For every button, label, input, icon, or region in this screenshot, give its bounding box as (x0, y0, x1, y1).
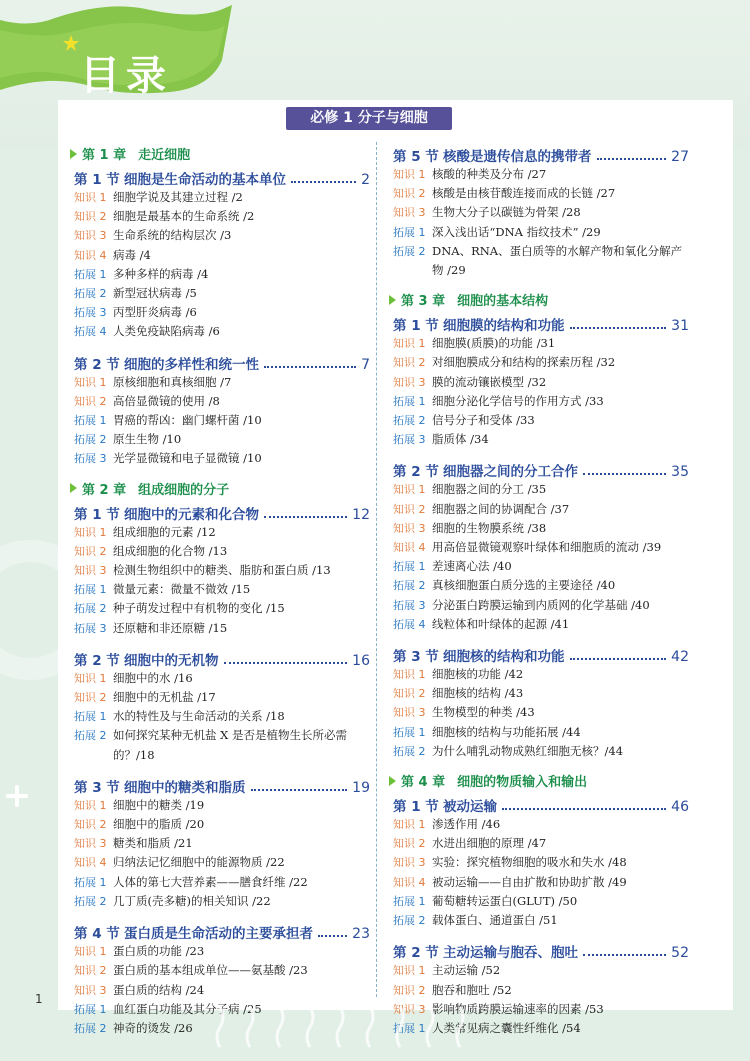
entry-type-label: 拓展 1 (74, 1002, 107, 1016)
entry-text: 神奇的烫发 /26 (113, 1020, 193, 1035)
page-number: 1 (35, 992, 43, 1006)
section-page: 31 (671, 318, 689, 335)
entry-text: 影响物质跨膜运输速率的因素 /53 (432, 1001, 604, 1016)
entry-type-label: 拓展 4 (393, 617, 426, 631)
dot-leader (264, 366, 356, 368)
entry-type-label: 知识 1 (74, 525, 107, 539)
chapter-title: 细胞的物质输入和输出 (457, 775, 588, 791)
toc-entry[interactable] (389, 184, 689, 203)
entry-type-label: 拓展 1 (393, 560, 426, 574)
section-page: 23 (352, 926, 370, 943)
entry-type-label: 拓展 2 (393, 579, 426, 593)
toc-entry[interactable] (70, 246, 370, 265)
toc-entry[interactable] (389, 873, 689, 892)
spacer (389, 761, 689, 767)
entry-type-label: 知识 2 (74, 964, 107, 978)
toc-right-column (389, 140, 689, 1038)
entry-text: 差速离心法 /40 (432, 559, 512, 574)
entry-type-label: 知识 3 (393, 1002, 426, 1016)
toc-entry[interactable] (70, 942, 370, 961)
entry-text: 原生生物 /10 (113, 432, 182, 447)
toc-entry[interactable] (389, 353, 689, 372)
section-heading[interactable] (389, 795, 689, 815)
entry-text: 细胞器之间的协调配合 /37 (432, 501, 570, 516)
entry-type-label: 拓展 1 (393, 394, 426, 408)
toc-entry[interactable] (70, 892, 370, 911)
entry-text: 胞吞和胞吐 /52 (432, 982, 512, 997)
wave-decoration (210, 1002, 500, 1052)
toc-entry[interactable] (389, 480, 689, 499)
toc-entry[interactable] (389, 538, 689, 557)
entry-type-label: 知识 3 (393, 206, 426, 220)
entry-text: 细胞中的无机盐 /17 (113, 690, 216, 705)
spacer (70, 765, 370, 771)
toc-entry[interactable] (389, 430, 689, 449)
section-number: 第 1 节 (74, 506, 120, 523)
toc-entry[interactable] (389, 742, 689, 761)
entry-text: 细胞器之间的分工 /35 (432, 482, 547, 497)
entry-text: 糖类和脂质 /21 (113, 836, 193, 851)
section-heading[interactable] (389, 645, 689, 665)
entry-type-label: 拓展 1 (74, 583, 107, 597)
toc-entry[interactable] (70, 392, 370, 411)
dot-leader (291, 181, 356, 183)
toc-entry[interactable] (70, 373, 370, 392)
entry-type-label: 知识 3 (74, 983, 107, 997)
entry-type-label: 拓展 3 (393, 433, 426, 447)
section-number: 第 2 节 (393, 945, 439, 962)
entry-type-label: 知识 2 (393, 687, 426, 701)
dot-leader (583, 954, 666, 956)
entry-type-label: 知识 1 (393, 964, 426, 978)
entry-text: 胃癌的帮凶：幽门螺杆菌 /10 (113, 413, 262, 428)
entry-text: 几丁质(壳多糖)的相关知识 /22 (113, 893, 271, 908)
entry-text: 细胞膜(质膜)的功能 /31 (432, 336, 556, 351)
triangle-bullet-icon (389, 776, 396, 786)
section-number: 第 1 节 (74, 172, 120, 188)
toc-entry[interactable] (70, 207, 370, 226)
entry-type-label: 知识 4 (74, 248, 107, 262)
entry-type-label: 拓展 1 (393, 725, 426, 739)
entry-text: 检测生物组织中的糖类、脂肪和蛋白质 /13 (113, 563, 331, 578)
entry-text: 深入浅出话“DNA 指纹技术” /29 (432, 224, 601, 239)
entry-text: 如何探究某种无机盐 X 是否是植物生长所必需的？/18 (113, 728, 347, 762)
toc-entry[interactable] (70, 815, 370, 834)
entry-type-label: 知识 2 (393, 356, 426, 370)
toc-entry[interactable] (389, 596, 689, 615)
section-page: 52 (671, 945, 689, 962)
section-number: 第 2 节 (393, 464, 439, 481)
entry-type-label: 拓展 2 (393, 914, 426, 928)
entry-text: 细胞中的水 /16 (113, 670, 193, 685)
entry-text: 原核细胞和真核细胞 /7 (113, 374, 232, 389)
entry-text: 组成细胞的化合物 /13 (113, 543, 228, 558)
entry-text: 渗透作用 /46 (432, 817, 501, 832)
entry-text: 新型冠状病毒 /5 (113, 286, 197, 301)
chapter-heading[interactable] (70, 144, 370, 163)
section-title: 细胞中的元素和化合物 (124, 506, 259, 523)
chapter-heading[interactable] (70, 479, 370, 498)
dot-leader (583, 473, 666, 475)
section-number: 第 2 节 (74, 652, 120, 669)
dot-leader (597, 158, 667, 160)
toc-entry[interactable] (70, 873, 370, 892)
entry-text: 蛋白质的结构 /24 (113, 982, 205, 997)
section-title: 细胞是生命活动的基本单位 (124, 172, 286, 188)
toc-entry[interactable] (389, 723, 689, 742)
dot-leader (251, 789, 348, 791)
entry-type-label: 拓展 3 (74, 306, 107, 320)
entry-type-label: 拓展 1 (74, 414, 107, 428)
chapter-number: 第 1 章 (82, 148, 127, 163)
entry-text: 被动运输——自由扩散和协助扩散 /49 (432, 874, 627, 889)
entry-text: 血红蛋白功能及其分子病 /25 (113, 1001, 262, 1016)
section-number: 第 5 节 (393, 149, 439, 165)
dot-leader (502, 808, 666, 810)
chapter-number: 第 3 章 (401, 294, 446, 310)
entry-text: 膜的流动镶嵌模型 /32 (432, 374, 547, 389)
toc-entry[interactable] (389, 411, 689, 430)
toc-entry[interactable] (389, 684, 689, 703)
entry-type-label: 拓展 3 (393, 598, 426, 612)
entry-type-label: 知识 1 (74, 945, 107, 959)
section-page: 7 (361, 356, 370, 373)
section-title: 主动运输与胞吞、胞吐 (443, 945, 578, 962)
toc-entry[interactable] (70, 580, 370, 599)
section-title: 细胞器之间的分工合作 (443, 464, 578, 481)
entry-text: 真核细胞蛋白质分选的主要途径 /40 (432, 578, 616, 593)
section-page: 46 (671, 799, 689, 816)
toc-entry[interactable] (389, 519, 689, 538)
toc-entry[interactable] (389, 815, 689, 834)
entry-type-label: 知识 3 (74, 837, 107, 851)
entry-type-label: 知识 3 (393, 706, 426, 720)
chapter-title: 细胞的基本结构 (457, 294, 549, 310)
section-number: 第 3 节 (74, 779, 120, 796)
section-heading[interactable] (389, 314, 689, 334)
plus-decoration-icon (6, 785, 28, 807)
toc-entry[interactable] (70, 523, 370, 542)
entry-type-label: 知识 1 (74, 191, 107, 204)
chapter-heading[interactable] (389, 290, 689, 309)
entry-type-label: 知识 2 (393, 187, 426, 201)
entry-type-label: 知识 2 (74, 691, 107, 705)
toc-entry[interactable] (70, 542, 370, 561)
entry-type-label: 拓展 2 (393, 414, 426, 428)
entry-type-label: 拓展 2 (74, 1021, 107, 1035)
toc-entry[interactable] (389, 911, 689, 930)
toc-entry[interactable] (389, 203, 689, 222)
star-icon (63, 35, 79, 51)
entry-type-label: 知识 1 (74, 671, 107, 685)
entry-text: 丙型肝炎病毒 /6 (113, 305, 197, 320)
section-heading[interactable] (70, 168, 370, 188)
entry-type-label: 拓展 1 (74, 710, 107, 724)
dot-leader (570, 327, 667, 329)
toc-entry[interactable] (389, 892, 689, 911)
entry-text: 对细胞膜成分和结构的探索历程 /32 (432, 355, 616, 370)
entry-type-label: 拓展 1 (393, 894, 426, 908)
spacer (70, 342, 370, 348)
section-title: 蛋白质是生命活动的主要承担者 (124, 926, 313, 943)
entry-type-label: 知识 2 (74, 544, 107, 558)
entry-type-label: 知识 1 (393, 168, 426, 181)
entry-text: 为什么哺乳动物成熟红细胞无核？/44 (432, 743, 624, 758)
entry-type-label: 拓展 2 (393, 744, 426, 758)
book-banner: 必修 1 分子与细胞 (286, 107, 452, 130)
section-number: 第 1 节 (393, 318, 439, 335)
entry-type-label: 知识 3 (74, 229, 107, 243)
section-title: 核酸是遗传信息的携带者 (443, 149, 592, 165)
toc-entry[interactable] (70, 284, 370, 303)
entry-type-label: 拓展 1 (393, 1021, 426, 1035)
entry-type-label: 拓展 3 (74, 452, 107, 466)
toc-entry[interactable] (70, 226, 370, 245)
toc-entry[interactable] (70, 188, 370, 207)
chapter-title: 组成细胞的分子 (138, 482, 230, 498)
toc-entry[interactable] (70, 303, 370, 322)
toc-entry[interactable] (389, 703, 689, 722)
toc-entry[interactable] (70, 961, 370, 980)
entry-type-label: 知识 4 (393, 875, 426, 889)
entry-type-label: 拓展 2 (74, 729, 107, 743)
section-page: 27 (671, 149, 689, 165)
toc-left-column (70, 140, 370, 1038)
dot-leader (224, 662, 348, 664)
entry-type-label: 知识 2 (393, 983, 426, 997)
entry-type-label: 拓展 4 (74, 325, 107, 339)
entry-type-label: 知识 1 (393, 337, 426, 351)
section-page: 35 (671, 464, 689, 481)
section-page: 42 (671, 649, 689, 666)
entry-type-label: 知识 2 (74, 394, 107, 408)
entry-text: 脂质体 /34 (432, 432, 489, 447)
section-page: 19 (352, 779, 370, 796)
entry-text: 实验：探究植物细胞的吸水和失水 /48 (432, 855, 627, 870)
section-title: 被动运输 (443, 799, 497, 816)
entry-type-label: 知识 3 (393, 856, 426, 870)
chapter-number: 第 2 章 (82, 482, 127, 498)
entry-type-label: 知识 3 (393, 521, 426, 535)
toc-entry[interactable] (389, 834, 689, 853)
entry-text: 人类常见病之囊性纤维化 /54 (432, 1020, 581, 1035)
entry-type-label: 拓展 1 (74, 267, 107, 281)
section-page: 12 (352, 506, 370, 523)
entry-text: 信号分子和受体 /33 (432, 413, 535, 428)
entry-text: 归纳法记忆细胞中的能源物质 /22 (113, 855, 285, 870)
entry-type-label: 拓展 1 (74, 875, 107, 889)
spacer (70, 469, 370, 475)
entry-type-label: 拓展 1 (393, 225, 426, 239)
spacer (389, 634, 689, 640)
section-heading[interactable] (70, 922, 370, 942)
entry-text: 主动运输 /52 (432, 963, 501, 978)
spacer (389, 930, 689, 936)
entry-type-label: 知识 1 (74, 375, 107, 389)
spacer (70, 638, 370, 644)
entry-text: 生物模型的种类 /43 (432, 705, 535, 720)
toc-entry[interactable] (389, 576, 689, 595)
entry-type-label: 知识 1 (74, 798, 107, 812)
toc-entry[interactable] (389, 392, 689, 411)
chapter-heading[interactable] (389, 771, 689, 790)
entry-type-label: 知识 3 (393, 375, 426, 389)
section-page: 2 (361, 172, 370, 188)
section-heading[interactable] (389, 941, 689, 961)
entry-text: 人类免疫缺陷病毒 /6 (113, 324, 220, 339)
toc-entry[interactable] (70, 853, 370, 872)
section-number: 第 4 节 (74, 926, 120, 943)
entry-text: 核酸是由核苷酸连接而成的长链 /27 (432, 186, 616, 201)
entry-text: 微量元素：微量不微效 /15 (113, 582, 251, 597)
section-number: 第 1 节 (393, 799, 439, 816)
section-title: 细胞中的无机物 (124, 652, 219, 669)
toc-entry[interactable] (70, 669, 370, 688)
toc-entry[interactable] (389, 500, 689, 519)
entry-text: 细胞是最基本的生命系统 /2 (113, 209, 255, 224)
entry-type-label: 知识 2 (393, 502, 426, 516)
section-heading[interactable] (70, 353, 370, 373)
entry-text: 生命系统的结构层次 /3 (113, 228, 232, 243)
entry-text: 细胞核的结构与功能拓展 /44 (432, 724, 581, 739)
entry-type-label: 拓展 2 (74, 433, 107, 447)
entry-type-label: 知识 1 (393, 818, 426, 832)
toc-entry[interactable] (70, 834, 370, 853)
toc-entry[interactable] (389, 853, 689, 872)
toc-entry[interactable] (389, 665, 689, 684)
chapter-number: 第 4 章 (401, 775, 446, 791)
entry-text: 线粒体和叶绿体的起源 /41 (432, 616, 570, 631)
entry-type-label: 拓展 2 (74, 602, 107, 616)
column-divider (376, 142, 377, 997)
section-number: 第 3 节 (393, 649, 439, 666)
entry-type-label: 知识 2 (393, 837, 426, 851)
toc-entry[interactable] (389, 615, 689, 634)
entry-type-label: 知识 4 (393, 541, 426, 555)
entry-text: 细胞中的糖类 /19 (113, 797, 205, 812)
entry-text: 葡萄糖转运蛋白(GLUT) /50 (432, 893, 578, 908)
entry-type-label: 拓展 2 (393, 244, 426, 258)
toc-entry[interactable] (70, 688, 370, 707)
entry-text: 分泌蛋白跨膜运输到内质网的化学基础 /40 (432, 597, 650, 612)
toc-entry[interactable] (389, 242, 689, 280)
section-number: 第 2 节 (74, 356, 120, 373)
entry-text: 多种多样的病毒 /4 (113, 266, 209, 281)
toc-entry[interactable] (389, 223, 689, 242)
section-page: 16 (352, 652, 370, 669)
entry-text: 细胞核的功能 /42 (432, 667, 524, 682)
toc-entry[interactable] (70, 707, 370, 726)
toc-entry[interactable] (389, 557, 689, 576)
entry-text: 细胞学说及其建立过程 /2 (113, 190, 243, 204)
chapter-title: 走近细胞 (138, 148, 191, 163)
entry-text: 还原糖和非还原糖 /15 (113, 620, 228, 635)
triangle-bullet-icon (389, 295, 396, 305)
entry-text: DNA、RNA、蛋白质等的水解产物和氧化分解产物 /29 (432, 243, 683, 278)
toc-entry[interactable] (70, 322, 370, 341)
entry-type-label: 拓展 2 (74, 894, 107, 908)
section-heading[interactable] (70, 776, 370, 796)
entry-text: 用高倍显微镜观察叶绿体和细胞质的流动 /39 (432, 540, 662, 555)
toc-entry[interactable] (70, 265, 370, 284)
toc-entry[interactable] (389, 981, 689, 1000)
toc-entry[interactable] (389, 334, 689, 353)
triangle-bullet-icon (70, 149, 77, 159)
entry-text: 组成细胞的元素 /12 (113, 524, 216, 539)
toc-entry[interactable] (70, 796, 370, 815)
entry-text: 光学显微镜和电子显微镜 /10 (113, 451, 262, 466)
entry-text: 水进出细胞的原理 /47 (432, 836, 547, 851)
toc-entry[interactable] (70, 599, 370, 618)
toc-entry[interactable] (389, 961, 689, 980)
entry-text: 细胞的生物膜系统 /38 (432, 520, 547, 535)
entry-type-label: 拓展 3 (74, 621, 107, 635)
dot-leader (264, 516, 347, 518)
entry-text: 水的特性及与生命活动的关系 /18 (113, 709, 285, 724)
spacer (70, 911, 370, 917)
toc-entry[interactable] (70, 561, 370, 580)
section-title: 细胞的多样性和统一性 (124, 356, 259, 373)
section-heading[interactable] (389, 460, 689, 480)
section-title: 细胞中的糖类和脂质 (124, 779, 246, 796)
entry-type-label: 知识 2 (74, 818, 107, 832)
triangle-bullet-icon (70, 483, 77, 493)
entry-text: 高倍显微镜的使用 /8 (113, 393, 220, 408)
toc-entry[interactable] (70, 449, 370, 468)
entry-text: 细胞中的脂质 /20 (113, 817, 205, 832)
entry-text: 蛋白质的功能 /23 (113, 944, 205, 959)
entry-type-label: 知识 3 (74, 564, 107, 578)
toc-entry[interactable] (389, 373, 689, 392)
entry-text: 蛋白质的基本组成单位——氨基酸 /23 (113, 963, 308, 978)
page-title: 目录 (80, 53, 172, 99)
entry-type-label: 知识 1 (393, 483, 426, 497)
entry-text: 核酸的种类及分布 /27 (432, 167, 547, 181)
toc-entry[interactable] (70, 430, 370, 449)
entry-text: 细胞分泌化学信号的作用方式 /33 (432, 393, 604, 408)
dot-leader (318, 935, 347, 937)
entry-type-label: 知识 2 (74, 210, 107, 224)
entry-type-label: 知识 4 (74, 856, 107, 870)
section-heading[interactable] (389, 145, 689, 165)
toc-entry[interactable] (70, 619, 370, 638)
toc-entry[interactable] (70, 411, 370, 430)
entry-text: 载体蛋白、通道蛋白 /51 (432, 913, 558, 928)
dot-leader (570, 658, 667, 660)
entry-type-label: 拓展 2 (74, 287, 107, 301)
entry-text: 病毒 /4 (113, 247, 151, 262)
section-title: 细胞核的结构和功能 (443, 649, 565, 666)
toc-entry[interactable] (70, 981, 370, 1000)
section-heading[interactable] (70, 503, 370, 523)
entry-text: 生物大分子以碳链为骨架 /28 (432, 205, 581, 220)
toc-entry[interactable] (389, 165, 689, 184)
spacer (389, 280, 689, 286)
section-heading[interactable] (70, 649, 370, 669)
entry-text: 细胞核的结构 /43 (432, 686, 524, 701)
entry-type-label: 知识 1 (393, 668, 426, 682)
section-title: 细胞膜的结构和功能 (443, 318, 565, 335)
toc-entry[interactable] (70, 726, 370, 764)
entry-text: 种子萌发过程中有机物的变化 /15 (113, 601, 285, 616)
entry-text: 人体的第七大营养素——膳食纤维 /22 (113, 874, 308, 889)
spacer (389, 449, 689, 455)
